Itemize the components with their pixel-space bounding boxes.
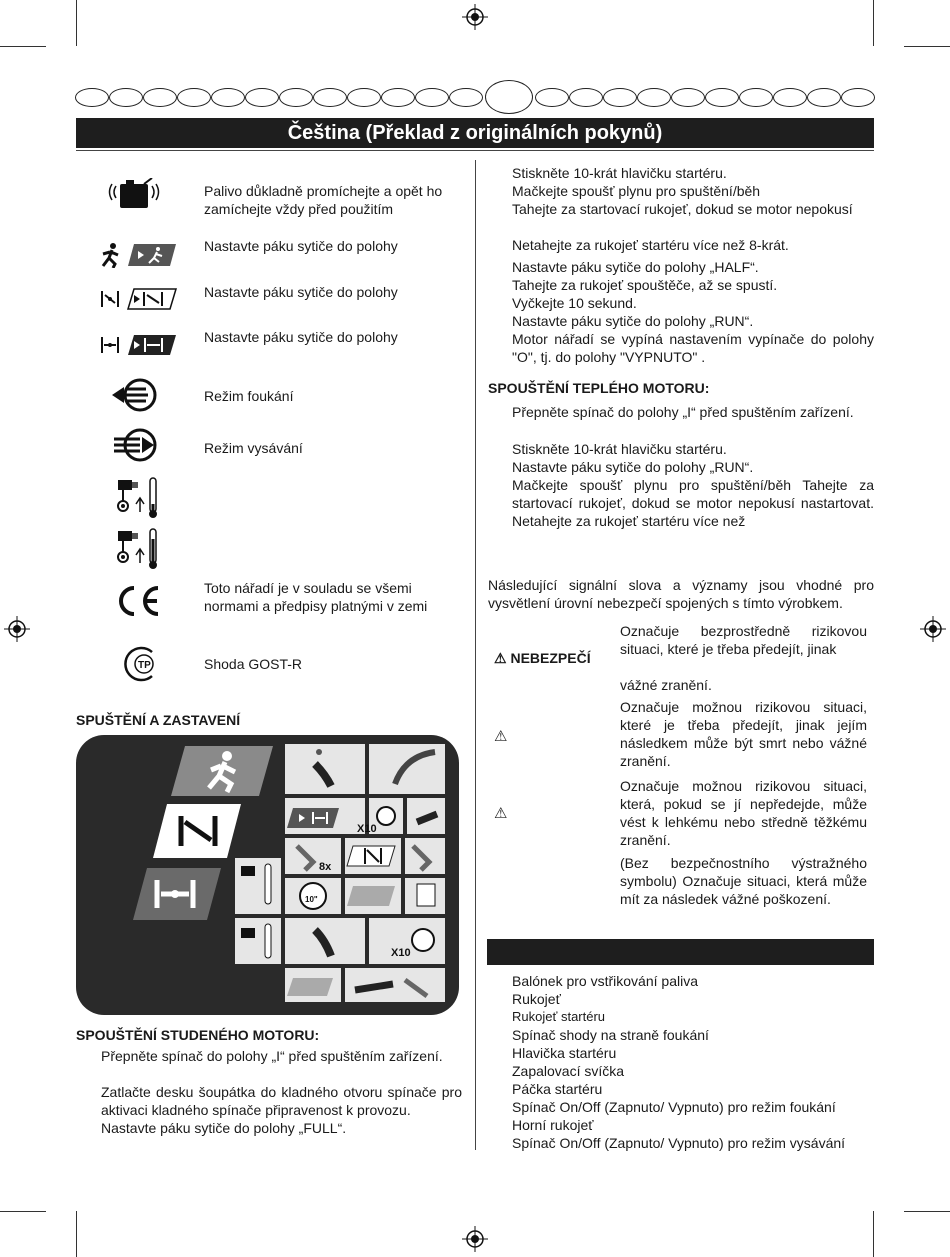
symbol-description: Nastavte páku sytiče do polohy [204, 329, 398, 345]
start-step: Netahejte za rukojeť startéru více než 8-krát. [512, 237, 789, 253]
symbol-description: Toto nářadí je v souladu se všemi normami a předpisy platnými v zemi [204, 580, 428, 614]
symbol-description: Shoda GOST-R [204, 656, 303, 672]
signal-label-warning [494, 727, 507, 745]
symbol-description: Palivo důkladně promíchejte a opět ho zamíchejte vždy před použitím [204, 183, 443, 217]
symbol-description: Režim vysávání [204, 440, 303, 456]
language-tabs [75, 84, 875, 112]
crop-mark [904, 46, 950, 47]
divider [76, 150, 874, 151]
parts-list-item: Hlavička startéru [512, 1045, 617, 1061]
crop-mark [76, 1211, 77, 1257]
start-step: Nastavte páku sytiče do polohy „RUN“. [512, 313, 754, 329]
section-bar [487, 939, 874, 965]
section-heading: SPUŠTĚNÍ A ZASTAVENÍ [76, 712, 241, 728]
start-step: Vyčkejte 10 sekund. [512, 295, 637, 311]
diagram-label-x8: 8x [319, 861, 332, 873]
parts-list-item: Horní rukojeť [512, 1117, 594, 1133]
warning-triangle-icon: ⚠ [494, 728, 508, 745]
crop-mark [0, 1211, 46, 1212]
svg-text:TP: TP [138, 660, 151, 671]
language-oval [841, 88, 875, 107]
fuel-can-shake-icon [108, 178, 160, 214]
start-step: Motor nářadí se vypíná nastavením vypínače do polohy "O", tj. do polohy "VYPNUTO" . [512, 331, 874, 365]
signal-label-danger [494, 650, 591, 667]
parts-list-item: Spínač On/Off (Zapnuto/ Vypnuto) pro režim vysávání [512, 1135, 846, 1151]
cold-start-step: Přepněte spínač do polohy „I“ před spuštěním zařízení. [101, 1048, 443, 1064]
section-heading: SPOUŠTĚNÍ TEPLÉHO MOTORU: [488, 380, 710, 396]
signal-label-text: NEBEZPEČÍ [510, 650, 591, 666]
cold-engine-icon [114, 476, 162, 518]
language-oval [109, 88, 143, 107]
diagram-label-x10-a: X10 [357, 823, 377, 835]
choke-half-icon [100, 287, 178, 311]
choke-full-icon [100, 333, 178, 357]
signal-label-caution [494, 804, 507, 822]
parts-list-item: Rukojeť startéru [512, 1009, 606, 1024]
start-step: Stiskněte 10-krát hlavičku startéru. [512, 165, 727, 181]
language-oval [75, 88, 109, 107]
start-step: Tahejte za rukojeť spouštěče, až se spustí. [512, 277, 778, 293]
language-oval [603, 88, 637, 107]
language-oval [245, 88, 279, 107]
language-oval [381, 88, 415, 107]
parts-list-item: Balónek pro vstřikování paliva [512, 973, 698, 989]
crop-mark [76, 0, 77, 46]
language-oval [279, 88, 313, 107]
language-oval [347, 88, 381, 107]
signal-description: Označuje možnou rizikovou situaci, která, pokud se jí nepředejde, může vést k lehkému nebo středně těžkému zranění. [620, 778, 867, 848]
page-title: Čeština (Překlad z originálních pokynů) [76, 118, 874, 148]
registration-mark-icon [462, 1226, 488, 1252]
crop-mark [873, 0, 874, 46]
symbol-description: Nastavte páku sytiče do polohy [204, 238, 398, 254]
warm-start-step: Nastavte páku sytiče do polohy „RUN“. [512, 459, 754, 475]
parts-list-item: Rukojeť [512, 991, 561, 1007]
diagram-label-seconds: 10" [305, 895, 318, 904]
warm-engine-icon [114, 527, 162, 569]
language-oval [211, 88, 245, 107]
section-heading: SPOUŠTĚNÍ STUDENÉHO MOTORU: [76, 1027, 320, 1043]
choke-run-icon [98, 242, 176, 268]
parts-list-item: Spínač On/Off (Zapnuto/ Vypnuto) pro režim foukání [512, 1099, 836, 1115]
parts-list-item: Zapalovací svíčka [512, 1063, 625, 1079]
language-oval [449, 88, 483, 107]
language-oval [739, 88, 773, 107]
signal-description: Označuje možnou rizikovou situaci, které je třeba předejít, jinak jejím následkem může být smrt nebo vážné zranění. [620, 699, 867, 769]
start-step: Tahejte za startovací rukojeť, dokud se motor nepokusí [512, 201, 853, 217]
crop-mark [904, 1211, 950, 1212]
parts-list-item: Páčka startéru [512, 1081, 603, 1097]
language-oval [637, 88, 671, 107]
language-oval [313, 88, 347, 107]
language-oval [415, 88, 449, 107]
start-step: Mačkejte spoušť plynu pro spuštění/běh [512, 183, 761, 199]
language-oval [773, 88, 807, 107]
vacuum-mode-icon [110, 428, 158, 462]
language-oval [177, 88, 211, 107]
column-divider [475, 160, 476, 1150]
crop-mark [873, 1211, 874, 1257]
ce-mark-icon [112, 584, 162, 618]
blower-mode-icon [110, 378, 158, 412]
signal-intro: Následující signální slova a významy jsou vhodné pro vysvětlení úrovní nebezpečí spojených s tímto výrobkem. [488, 577, 874, 611]
warning-triangle-icon: ⚠ [494, 805, 508, 822]
crop-mark [0, 46, 46, 47]
language-oval [807, 88, 841, 107]
gost-r-icon [116, 644, 160, 684]
warning-triangle-icon: ⚠ [494, 650, 507, 666]
language-oval-current [485, 80, 533, 114]
warm-start-step: Stiskněte 10-krát hlavičku startéru. [512, 441, 727, 457]
cold-start-step: Nastavte páku sytiče do polohy „FULL“. [101, 1120, 347, 1136]
symbol-description: Režim foukání [204, 388, 294, 404]
diagram-label-x10-b: X10 [391, 947, 411, 959]
start-stop-diagram [75, 734, 460, 1016]
language-oval [569, 88, 603, 107]
start-step: Nastavte páku sytiče do polohy „HALF“. [512, 259, 759, 275]
language-oval [705, 88, 739, 107]
warm-start-step: Přepněte spínač do polohy „I“ před spuštěním zařízení. [512, 404, 854, 420]
cold-start-step: Zatlačte desku šoupátka do kladného otvoru spínače pro aktivaci kladného spínače připravenost k provozu. [101, 1084, 462, 1118]
registration-mark-icon [462, 4, 488, 30]
language-oval [671, 88, 705, 107]
registration-mark-icon [4, 616, 30, 642]
language-oval [143, 88, 177, 107]
language-oval [535, 88, 569, 107]
parts-list-item: Spínač shody na straně foukání [512, 1027, 709, 1043]
warm-start-step: Mačkejte spoušť plynu pro spuštění/běh Tahejte za startovací rukojeť, dokud se motor nepokusí nastartovat. Netahejte za rukojeť startéru více než [512, 477, 874, 529]
symbol-description: Nastavte páku sytiče do polohy [204, 284, 398, 300]
signal-description: (Bez bezpečnostního výstražného symbolu) Označuje situaci, která může mít za následek vážné poškození. [620, 855, 867, 907]
registration-mark-icon [920, 616, 946, 642]
signal-description: Označuje bezprostředně rizikovou situaci, které je třeba předejít, jinak [620, 623, 867, 657]
signal-description-cont: vážné zranění. [620, 677, 712, 693]
